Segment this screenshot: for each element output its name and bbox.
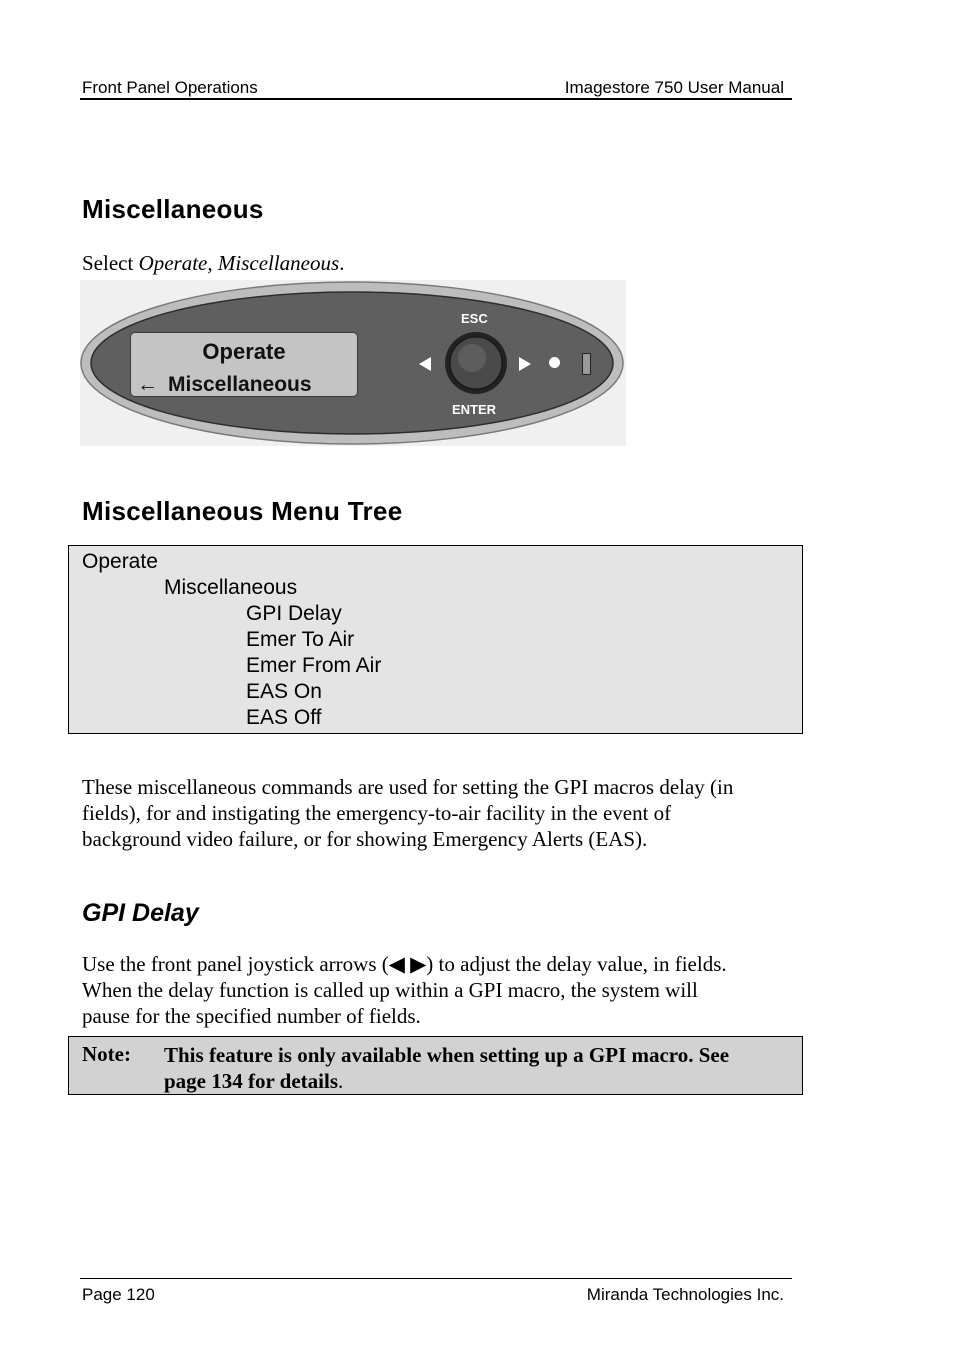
tree-item-emer-from-air: Emer From Air bbox=[246, 654, 382, 677]
card-slot-icon bbox=[582, 353, 591, 375]
note-line-2-bold: page 134 for details bbox=[164, 1069, 339, 1093]
paragraph-line: pause for the specified number of fields. bbox=[82, 1004, 421, 1028]
section-heading-menu-tree: Miscellaneous Menu Tree bbox=[82, 496, 403, 526]
paragraph-line: When the delay function is called up within a GPI macro, the system will bbox=[82, 978, 698, 1002]
header-section-title: Front Panel Operations bbox=[82, 78, 258, 97]
lcd-line-2-text: Miscellaneous bbox=[168, 373, 312, 396]
tree-root: Operate bbox=[82, 550, 158, 573]
tree-item-gpi-delay: GPI Delay bbox=[246, 602, 342, 625]
page-footer bbox=[80, 1278, 792, 1304]
tree-item-eas-off: EAS Off bbox=[246, 706, 322, 729]
footer-company: Miranda Technologies Inc. bbox=[586, 1285, 784, 1304]
lcd-line-2 bbox=[137, 373, 312, 397]
paragraph-line: background video failure, or for showing Emergency Alerts (EAS). bbox=[82, 827, 648, 851]
menu-tree-box bbox=[68, 545, 803, 734]
paragraph-line: fields), for and instigating the emergency-to-air facility in the event of bbox=[82, 801, 672, 825]
note-box bbox=[68, 1036, 803, 1095]
select-suffix: . bbox=[339, 251, 345, 275]
paragraph-line: Use the front panel joystick arrows (◀ ▶) to adjust the delay value, in fields. bbox=[82, 952, 727, 976]
miscellaneous-description bbox=[82, 774, 802, 852]
gpi-delay-description bbox=[82, 951, 802, 1029]
note-line-2-end: . bbox=[338, 1069, 344, 1093]
front-panel-illustration bbox=[80, 280, 626, 446]
section-heading-gpi-delay: GPI Delay bbox=[82, 899, 199, 927]
back-arrow-icon: ← bbox=[137, 373, 158, 396]
status-led-icon bbox=[549, 357, 560, 368]
note-line-2 bbox=[164, 1068, 794, 1094]
page-header bbox=[80, 76, 792, 100]
esc-label: ESC bbox=[461, 311, 488, 326]
page-number: Page 120 bbox=[82, 1285, 155, 1304]
select-instruction bbox=[82, 250, 802, 276]
paragraph-line: These miscellaneous commands are used for setting the GPI macros delay (in bbox=[82, 775, 734, 799]
tree-item-eas-on: EAS On bbox=[246, 680, 322, 703]
note-line-1: This feature is only available when setting up a GPI macro. See bbox=[164, 1043, 730, 1067]
note-label: Note: bbox=[82, 1042, 131, 1066]
lcd-display bbox=[130, 332, 358, 397]
section-heading-miscellaneous: Miscellaneous bbox=[82, 194, 264, 224]
select-prefix: Select bbox=[82, 251, 139, 275]
tree-item-emer-to-air: Emer To Air bbox=[246, 628, 355, 651]
note-text bbox=[164, 1042, 794, 1094]
header-manual-title: Imagestore 750 User Manual bbox=[564, 78, 784, 97]
lcd-line-1: Operate bbox=[202, 339, 286, 364]
select-path: Operate, Miscellaneous bbox=[138, 251, 340, 275]
enter-label: ENTER bbox=[452, 402, 497, 417]
tree-level-1: Miscellaneous bbox=[164, 576, 298, 599]
